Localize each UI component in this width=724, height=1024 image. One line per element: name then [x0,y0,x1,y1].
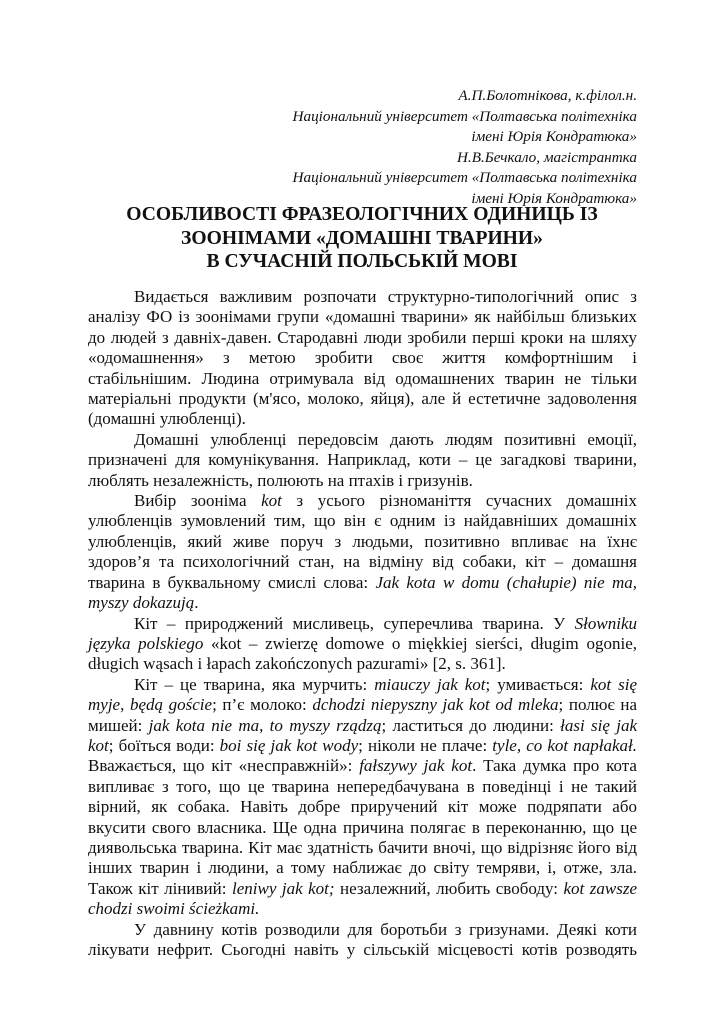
text-segment: Кіт – це тварина, яка мурчить: [134,674,375,694]
italic-example-text: kot [88,735,109,755]
text-segment: ; умивається: [485,674,591,694]
text-segment: лікувати нефрит. Сьогодні навіть у сільській місцевості котів розводять [88,940,637,959]
text-segment: призначені для комунікування. Наприклад, коти – це загадкові тварини, [88,450,637,470]
text-segment: тварина в буквальному смислі слова: [88,572,376,592]
text-segment: Вибір зооніма [134,491,262,511]
text-segment: У давнину котів розводили для боротьби з гризунами. Деякі коти [134,919,637,939]
text-segment: Кіт – природжений мисливець, суперечлива тварина. У [134,613,575,633]
text-line [88,614,637,634]
text-line [88,920,637,940]
text-segment: матеріальні продукти (м'ясо, молоко, яйця), але й естетичне задоволення [88,389,637,409]
text-segment: ; ластиться до людини: [381,715,561,735]
text-line [88,736,637,756]
text-line [88,940,637,960]
text-line [88,838,637,858]
text-line [88,654,637,674]
italic-example-text: myje, będą goście [88,695,213,715]
text-line [88,777,637,797]
paragraph [88,491,637,613]
italic-example-text: kot zawsze [563,878,638,898]
italic-example-text: kot się [590,674,638,694]
text-segment: здоров’я та психологічний стан, на відміну від собаки, кіт – домашня [88,552,637,572]
paragraph [88,675,637,920]
italic-example-text: dchodzi niepyszny jak kot od mleka [312,695,559,715]
italic-example-text: tyle, co kot napłakał. [492,735,637,755]
italic-example-text: fałszywy jak kot [359,756,473,776]
italic-example-text: języka polskiego [88,633,204,653]
text-segment: незалежний, любить свободу: [334,878,564,898]
text-line [88,899,637,919]
italic-example-text: Jak kota w domu (chałupie) nie ma, [375,572,637,592]
paragraph [88,287,637,430]
italic-example-text: myszy dokazują [88,593,195,613]
text-line [88,389,637,409]
text-segment: Видається важливим розпочати структурно-типологічний опис з [134,287,637,306]
text-line [88,716,637,736]
text-line [88,858,637,878]
text-line [88,532,637,552]
article-body [88,287,637,960]
text-segment: długich wąsach i łapach zakończonych pazurami» [2, s. 361]. [88,654,506,674]
text-segment: (домашні улюбленці). [88,409,246,429]
italic-example-text: leniwy jak kot; [231,878,335,898]
text-line [88,818,637,838]
text-segment: люблять незалежність, полюють на птахів і гризунів. [88,470,473,490]
text-segment: ; полює на [558,695,638,715]
text-segment: «kot – zwierzę domowe o miękkiej sierści, długim ogonie, [203,633,637,653]
italic-example-text: chodzi swoimi ścieżkami. [88,899,260,919]
italic-example-text: kot [261,491,282,511]
text-segment: Вважається, що кіт «несправжній»: [88,756,360,776]
paragraph [88,614,637,675]
text-line [88,307,637,327]
text-line [88,695,637,715]
italic-example-text: jak kota nie ma, to myszy rządzą [148,715,382,735]
author-2-affiliation-cont: імені Юрія Кондратюка» [471,189,637,207]
paragraph [88,920,637,961]
text-line [88,797,637,817]
paragraph [88,430,637,491]
text-segment: випливає з того, що це тварина непередбачувана в поведінці і не такий [88,776,637,796]
text-line [88,328,637,348]
text-line [88,348,637,368]
text-line [88,593,637,613]
text-line [88,430,637,450]
author-affiliations [293,86,637,210]
text-line [88,409,637,429]
text-line [88,287,637,307]
text-line [88,511,637,531]
text-line [88,675,637,695]
text-line [88,634,637,654]
author-1-affiliation-cont: імені Юрія Кондратюка» [471,128,637,146]
text-segment: улюбленців, який живе поруч з людьми, позитивно впливає на їхнє [88,531,637,551]
text-segment: . [194,593,199,613]
author-1-affiliation: Національний університет «Полтавська політехніка [292,107,637,125]
text-line [88,879,637,899]
text-segment: стабільнішим. Людина отримувала від одомашнених тварин не тільки [88,368,637,388]
text-segment: аналізу ФО із зоонімами групи «домашні тварини» як найбільш близьких [88,307,637,327]
text-segment: мишей: [88,715,149,735]
italic-example-text: boi się jak kot wody [219,735,359,755]
italic-example-text: łasi się jak [560,715,637,735]
text-segment: ; боїться води: [108,735,220,755]
text-segment: улюбленців зумовлений тим, що він є одним із найдавніших домашніх [88,511,637,531]
text-line [88,369,637,389]
author-2-affiliation: Національний університет «Полтавська політехніка [292,169,637,187]
text-segment: диявольська тварина. Кіт має здатність бачити вночі, що відрізняє його від [88,837,637,857]
text-line [88,756,637,776]
text-segment: інших тварин і людини, а тому наближає до світу темряви, і, отже, зла. [88,858,637,878]
author-2-name: Н.В.Бечкало, магістрантка [456,148,637,166]
italic-example-text: Słowniku [574,613,637,633]
italic-example-text: miauczy jak kot [374,674,486,694]
text-line [88,573,637,593]
title-line: ЗООНІМАМИ «ДОМАШНІ ТВАРИНИ» [181,227,543,249]
text-line [88,491,637,511]
text-segment: Також кіт лінивий: [88,878,232,898]
text-segment: Домашні улюбленці передовсім дають людям позитивні емоції, [134,429,637,449]
text-segment: ; ніколи не плаче: [358,735,493,755]
text-line [88,552,637,572]
article-title [0,203,724,274]
text-segment: «одомашнення» з метою зробити своє життя комфортнішим і [88,348,637,368]
title-line: ОСОБЛИВОСТІ ФРАЗЕОЛОГІЧНИХ ОДИНИЦЬ ІЗ [126,204,598,225]
author-1-name: А.П.Болотнікова, к.філол.н. [458,87,637,104]
text-segment: . Така думка про кота [472,756,637,776]
text-segment: ; п’є молоко: [212,695,313,715]
text-segment: з усього різноманіття сучасних домашніх [281,491,637,511]
text-line [88,450,637,470]
text-segment: вірний, як собака. Навіть добре приручений кіт може подряпати або [88,797,637,817]
text-line [88,471,637,491]
title-line: В СУЧАСНІЙ ПОЛЬСЬКІЙ МОВІ [206,251,518,273]
text-segment: вкусити свого власника. Ще одна причина полягає в переконанню, що це [88,817,637,837]
text-segment: до людей з давніх-давен. Стародавні люди зробили перші кроки на шляху [88,327,637,347]
